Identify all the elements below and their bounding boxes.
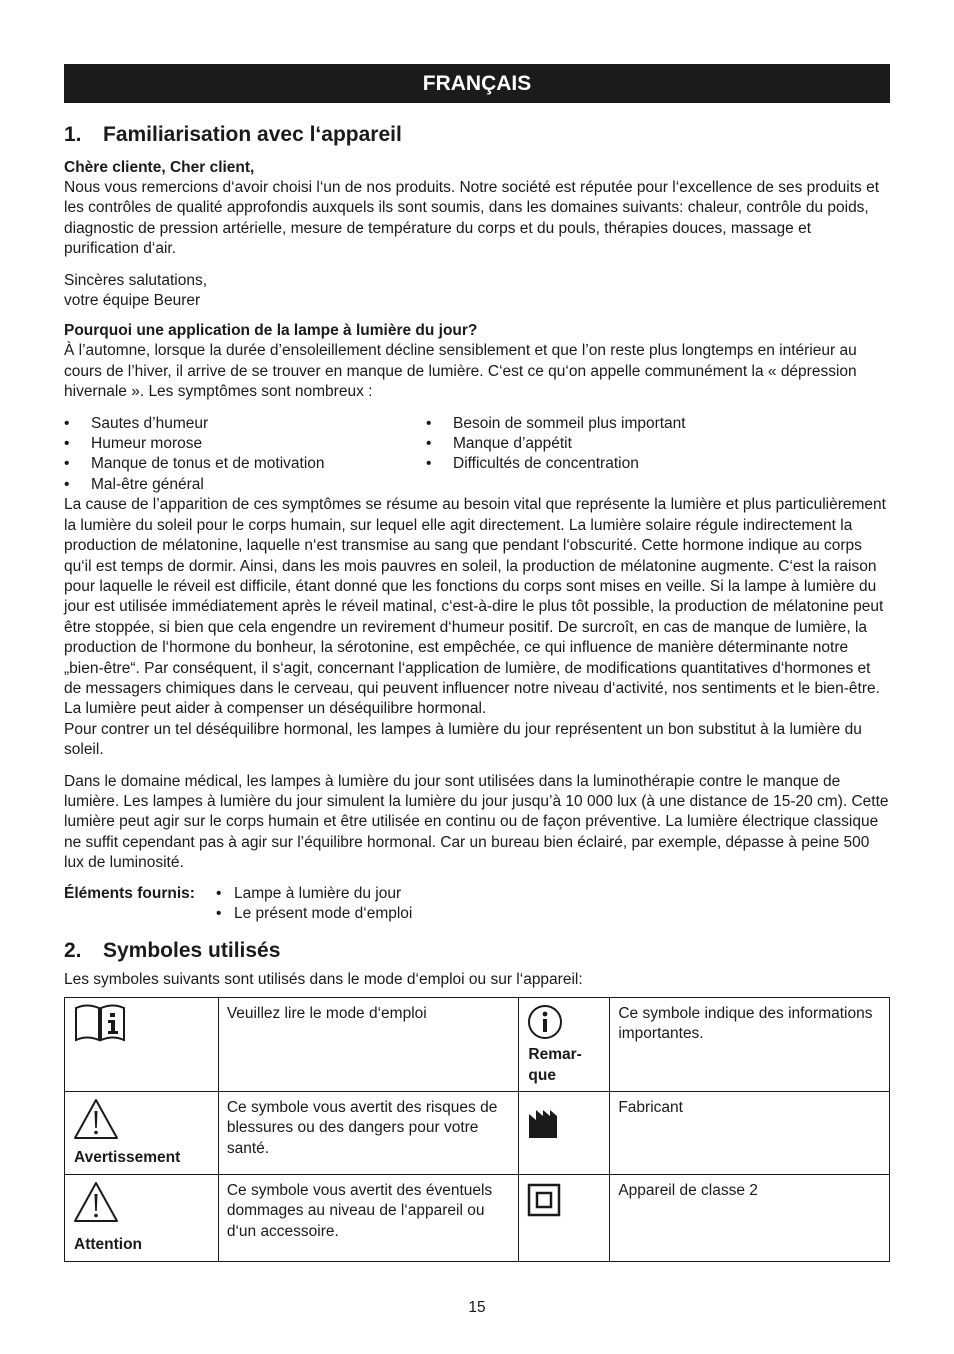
symptoms-left: [64, 414, 426, 496]
supplied-list: [216, 884, 412, 925]
section1-title: Familiarisation avec l‘appareil: [103, 123, 402, 146]
section1-number: 1.: [64, 123, 82, 146]
info-circle-icon: [527, 1004, 563, 1040]
symbol-caption: Avertissement: [74, 1149, 181, 1167]
table-row: [65, 1174, 890, 1261]
symptoms-right: [426, 414, 686, 496]
symbol-caption: Remar- que: [528, 1045, 582, 1084]
symptoms-list: [64, 414, 890, 496]
page-number: 15: [468, 1299, 486, 1316]
list-item: • Humeur morose: [64, 434, 426, 454]
supplied-items: [64, 884, 890, 925]
section2-heading: [64, 938, 890, 964]
why-paragraph: À l’automne, lorsque la durée d’ensoleillement décline sensiblement et que l’on reste plus longtemps en intérieur au cours de l’hiver, il arrive de se trouver en manque de lumière. C‘est ce qu‘on appelle communément la « dépression hivernale ». Les symptômes sont nombreux :: [64, 342, 857, 401]
counter-paragraph: Pour contrer un tel déséquilibre hormonal, les lampes à lumière du jour représentent un bon substitut à la lumière du soleil.: [64, 720, 862, 759]
symbol-cell: [519, 1091, 610, 1174]
manual-book-icon: [73, 1004, 127, 1044]
symbol-description: Appareil de classe 2: [610, 1174, 890, 1261]
symbol-description: Veuillez lire le mode d‘emploi: [218, 997, 519, 1091]
list-item: • Lampe à lumière du jour: [216, 884, 412, 904]
symbols-table: [64, 997, 890, 1262]
intro-paragraph: Nous vous remercions d‘avoir choisi l‘un de nos produits. Notre société est réputée pour l‘excellence de ses produits et les contrôles de qualité approfondis auxquels ils sont soumis, dans les domaines suivants: chaleur, contrôle du poids, diagnostic de pression artérielle, mesure de température du corps et du pouls, thérapies douces, massage et purification d‘air.: [64, 179, 880, 258]
list-item: • Manque de tonus et de motivation: [64, 454, 426, 474]
cause-paragraph: La cause de l’apparition de ces symptômes se résume au besoin vital que représente la lumière et plus particulièrement la lumière du soleil pour le corps humain, sur lequel elle agit directement. La lumière solaire régule indirectement la production de mélatonine, laquelle n‘est transmise au sang que pendant l‘obscurité. Cette hormone indique au corps qu‘il est temps de dormir. Ainsi, dans les mois pauvres en soleil, la production de mélatonine augmente. C‘est la raison pour laquelle le réveil est difficile, étant donné que les fonctions du corps sont mises en veille. Si la lampe à lumière du jour est utilisée immédiatement après le réveil matinal, c‘est-à-dire le plus tôt possible, la production de mélatonine peut être stoppée, si bien que cela engendre un revirement d‘humeur positif. De surcroît, en cas de manque de lumière, la production de l‘hormone du bonheur, la sérotonine, est empêchée, ce qui influence de manière déterminante notre „bien-être“. Par conséquent, il s‘agit, concernant l‘application de lumière, de modifications quantitatives d‘hormones et de messagers chimiques dans le cerveau, qui peuvent influencer notre niveau d‘activité, nos sentiments et le bien-être. La lumière peut aider à compenser un déséquilibre hormonal.: [64, 496, 886, 718]
table-row: [65, 997, 890, 1091]
symbol-cell: [519, 997, 610, 1091]
list-item: • Mal-être général: [64, 475, 426, 495]
symbol-caption: Attention: [74, 1236, 143, 1254]
list-item: • Sautes d’humeur: [64, 414, 426, 434]
language-header: FRANÇAIS: [64, 64, 890, 103]
symbol-cell: [65, 1091, 219, 1174]
section2-title: Symboles utilisés: [103, 939, 281, 963]
symbol-description: Fabricant: [610, 1091, 890, 1174]
symbol-description: Ce symbole vous avertit des risques de blessures ou des dangers pour votre santé.: [218, 1091, 519, 1174]
section1-heading: [64, 122, 890, 148]
page: [64, 64, 890, 1262]
list-item: • Le présent mode d‘emploi: [216, 904, 412, 924]
symbol-cell: [65, 997, 219, 1091]
symbols-intro: Les symboles suivants sont utilisés dans le mode d‘emploi ou sur l‘appareil:: [64, 971, 583, 989]
section2-number: 2.: [64, 939, 82, 963]
medical-paragraph: Dans le domaine médical, les lampes à lumière du jour sont utilisées dans la luminothérapie contre le manque de lumière. Les lampes à lumière du jour simulent la lumière du jour jusqu’à 10 000 lux (à une distance de 15-20 cm). Cette lumière peut agir sur le corps humain et être utilisée en continu ou de façon préventive. La lumière électrique classique ne suffit cependant pas à agir sur l’équilibre hormonal. Car un bureau bien éclairé, par exemple, dépasse à peine 500 lux de luminosité.: [64, 772, 889, 872]
symbol-description: Ce symbole indique des informations importantes.: [610, 997, 890, 1091]
class-2-icon: [527, 1183, 561, 1217]
salutation-line2: votre équipe Beurer: [64, 292, 201, 310]
list-item: • Besoin de sommeil plus important: [426, 414, 686, 434]
warning-triangle-icon: [73, 1181, 119, 1223]
why-heading: Pourquoi une application de la lampe à lumière du jour?: [64, 322, 478, 340]
list-item: • Difficultés de concentration: [426, 454, 686, 474]
symbol-description: Ce symbole vous avertit des éventuels dommages au niveau de l‘appareil ou d‘un accessoire.: [218, 1174, 519, 1261]
supplied-label: Éléments fournis:: [64, 884, 195, 902]
table-row: [65, 1091, 890, 1174]
warning-triangle-icon: [73, 1098, 119, 1140]
salutation-line1: Sincères salutations,: [64, 271, 208, 289]
symbol-cell: [65, 1174, 219, 1261]
list-item: • Manque d’appétit: [426, 434, 686, 454]
symbol-cell: [519, 1174, 610, 1261]
greeting: Chère cliente, Cher client,: [64, 159, 255, 176]
manufacturer-icon: [527, 1106, 561, 1140]
